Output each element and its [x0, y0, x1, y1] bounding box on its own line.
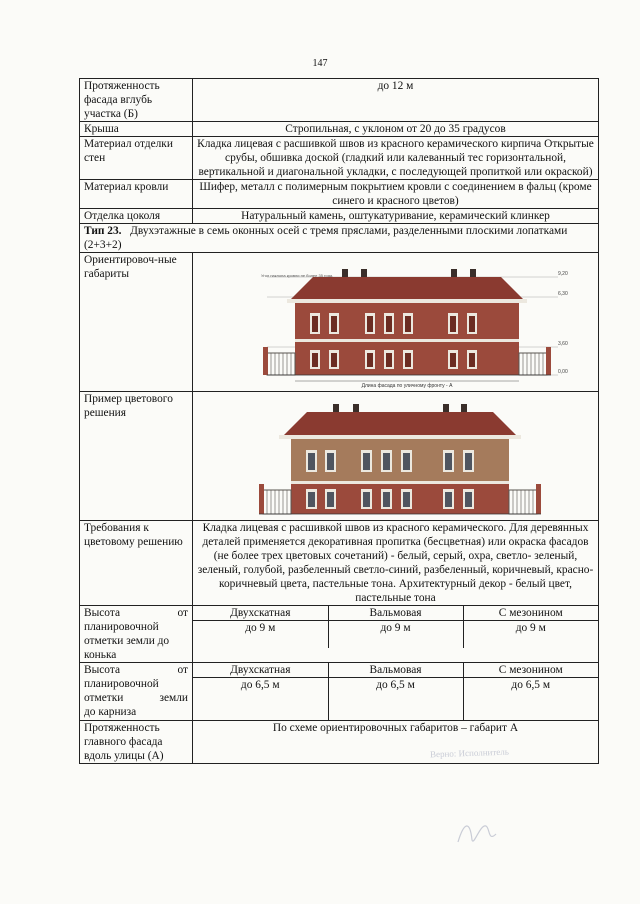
eaves-height-values: [193, 663, 599, 721]
table-row: [80, 253, 599, 392]
roof-label: Крыша: [80, 122, 193, 137]
lower-facade: [291, 484, 509, 514]
wall-material-label: Материал отделки стен: [80, 137, 193, 180]
roof: [283, 412, 517, 436]
upper-facade: [291, 439, 509, 481]
roof-material-label: Материал кровли: [80, 180, 193, 209]
mark-top: 9,20: [558, 271, 568, 277]
faint-stamp: Верно: Исполнитель: [429, 746, 510, 760]
table-row: [80, 209, 599, 224]
table-row: [80, 137, 599, 180]
mark-floor: 3,60: [558, 341, 568, 347]
dims-label: Ориентировоч-ные габариты: [80, 253, 193, 392]
ridge-value-hip: до 9 м: [328, 621, 463, 648]
length-value: По схеме ориентировочных габаритов – габарит А: [193, 720, 599, 763]
eaves-header-hip: Вальмовая: [328, 663, 463, 678]
depth-value: до 12 м: [193, 79, 599, 122]
plinth-value: Натуральный камень, оштукатуривание, керамический клинкер: [193, 209, 599, 224]
ridge-header-gable: Двухскатная: [193, 606, 328, 621]
table-row: [80, 224, 599, 253]
table-row: [80, 79, 599, 122]
chimneys: [333, 404, 467, 412]
type-description: Двухэтажные в семь оконных осей с тремя пряслами, разделенными плоскими лопатками (2+3+2): [84, 225, 568, 251]
table-row: [80, 122, 599, 137]
ridge-value-mezzanine: до 9 м: [463, 621, 598, 648]
length-caption: Длина фасада по уличному фронту - А: [361, 383, 453, 389]
table-row: [80, 663, 599, 721]
color-example-cell: [193, 392, 599, 521]
eaves-value-hip: до 6,5 м: [328, 678, 463, 720]
table-row: [80, 521, 599, 606]
roof-material-value: Шифер, металл с полимерным покрытием кровли с соединением в фальц (кроме синего и красного цветов): [193, 180, 599, 209]
mark-cornice: 6,30: [558, 291, 568, 297]
chimneys: [342, 269, 476, 277]
roof: [289, 277, 525, 301]
mark-ground: 0,00: [558, 369, 568, 375]
color-req-value: Кладка лицевая с расшивкой швов из красного керамического. Для деревянных деталей применяется декоративная пропитка (бесцветная) или окраска фасадов (не более трех цветовых сочетаний) - белый, серый, охра, светло- зеленый, зеленый, голубой, разбеленный светло-синий, разбеленный, коричневый, красно-коричневый цвета, пастельные тона. Архитектурный декор - белый цвет, пастельные тона: [193, 521, 599, 606]
color-req-label: Требования к цветовому решению: [80, 521, 193, 606]
eaves-header-mezzanine: С мезонином: [463, 663, 598, 678]
type-number: Тип 23.: [84, 225, 122, 237]
depth-label: Протяженность фасада вглубь участка (Б): [80, 79, 193, 122]
plinth-label: Отделка цоколя: [80, 209, 193, 224]
eaves-value-gable: до 6,5 м: [240, 679, 280, 691]
regulations-table: [79, 78, 599, 764]
dims-drawing-cell: [193, 253, 599, 392]
table-row: [80, 720, 599, 763]
ridge-value-gable: до 9 м: [245, 622, 276, 634]
eaves-height-label: Высота от планировочной отметки земли до карниза: [80, 663, 193, 721]
color-example-image: [193, 392, 601, 520]
eaves-header-gable: Двухскатная: [193, 663, 328, 678]
length-label: Протяженность главного фасада вдоль улицы (А): [80, 720, 193, 763]
roof-angle-note: Угол наклона кровли не более 35 град.: [261, 273, 334, 278]
facade-drawing: [193, 253, 601, 391]
signature-mark: [450, 812, 510, 852]
eaves-value-mezzanine: до 6,5 м: [463, 678, 598, 720]
ridge-header-hip: Вальмовая: [328, 606, 463, 621]
table-row: [80, 180, 599, 209]
table-row: [80, 606, 599, 663]
roof-value: Стропильная, с уклоном от 20 до 35 градусов: [193, 122, 599, 137]
wall-material-value: Кладка лицевая с расшивкой швов из красного керамического кирпича Открытые срубы, обшивка доской (гладкий или калеванный тес горизонтальной, вертикальной и диагональной укладки, с последующей пропиткой или окраской): [193, 137, 599, 180]
ridge-height-label: Высота от планировочной отметки земли до конька: [80, 606, 193, 663]
ridge-height-values: [193, 606, 599, 663]
table-row: [80, 392, 599, 521]
color-example-label: Пример цветового решения: [80, 392, 193, 521]
ridge-header-mezzanine: С мезонином: [463, 606, 598, 621]
type-heading: [80, 224, 599, 253]
page-number: 147: [312, 58, 328, 69]
